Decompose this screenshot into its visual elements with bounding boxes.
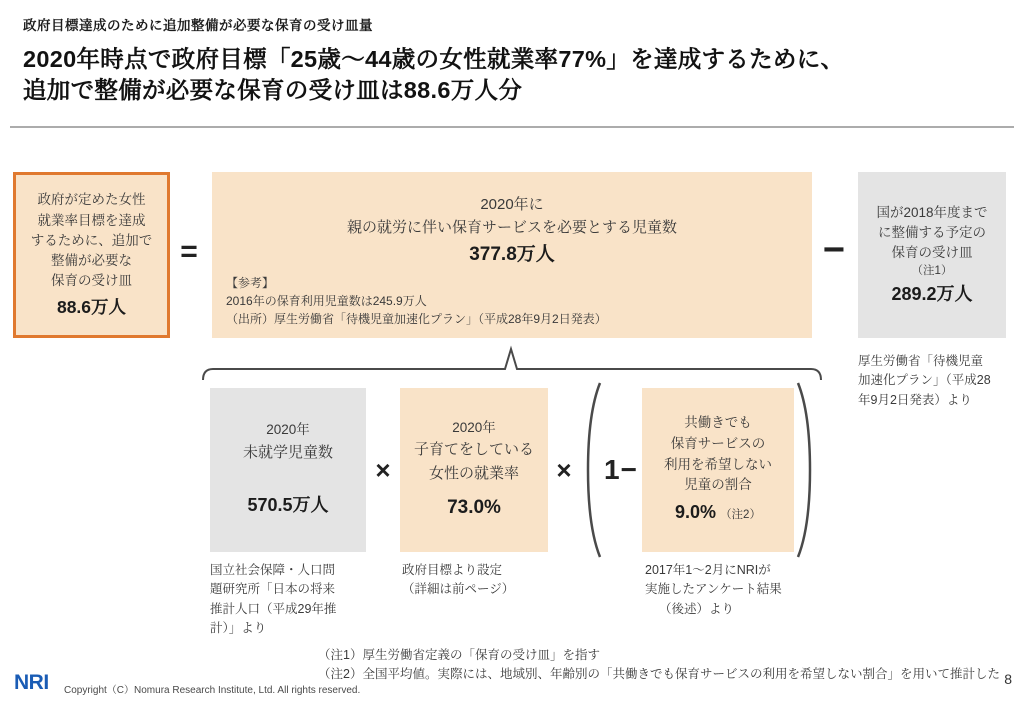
planned-box	[858, 172, 1006, 338]
factor2-value: 73.0%	[447, 496, 501, 518]
factor3-box	[642, 388, 794, 552]
demand-ref-line: 2016年の保育利用児童数は245.9万人	[226, 294, 427, 308]
demand-main	[212, 172, 812, 269]
close-paren	[795, 381, 815, 559]
factor1-source-line: 国立社会保障・人口問	[210, 563, 336, 577]
title-divider	[10, 126, 1014, 128]
factor1-line: 未就学児童数	[242, 443, 333, 461]
minus-sign: −	[822, 228, 846, 271]
planned-note-ref: （注1）	[911, 265, 953, 278]
planned-source-line: 年9月2日発表）より	[858, 392, 972, 407]
planned-value: 289.2万人	[891, 283, 973, 304]
factor3-source-line: 実施したアンケート結果	[645, 582, 782, 597]
factor3-source	[645, 561, 823, 619]
factor1-source-line: 題研究所「日本の将来	[210, 582, 336, 597]
result-line: 就業率目標を達成	[37, 212, 146, 228]
factor1-source-line: 計）」より	[210, 621, 267, 636]
factor1-line: 2020年	[266, 421, 310, 437]
times-sign-1: ×	[375, 454, 391, 485]
planned-source-line: 加速化プラン」（平成28	[858, 373, 991, 388]
page-title	[23, 44, 844, 107]
factor2-source-line: 政府目標より設定	[402, 563, 503, 577]
result-line: 整備が必要な	[51, 253, 132, 268]
page-number: 8	[1004, 671, 1012, 687]
result-box	[13, 172, 170, 338]
planned-line: に整備する予定の	[878, 224, 986, 240]
factor3-note-ref: （注2）	[720, 509, 761, 522]
demand-value: 377.8万人	[469, 243, 555, 265]
demand-line: 親の就労に伴い保育サービスを必要とする児童数	[346, 219, 677, 237]
nri-logo: NRI	[14, 671, 49, 694]
factor3-value-row	[675, 499, 761, 527]
factor2-line: 子育てをしている	[413, 441, 534, 459]
brace-connector	[202, 342, 822, 382]
factor3-source-line: 2017年1～2月にNRIが	[645, 563, 771, 577]
factor2-box	[400, 388, 548, 552]
demand-line: 2020年に	[480, 196, 544, 213]
footnote-2: （注2）全国平均値。実際には、地域別、年齢別の「共働きでも保育サービスの利用を希望しない割合」を用いて推計した	[318, 667, 1000, 682]
result-line: するために、追加で	[30, 232, 153, 248]
planned-line: 国が2018年度まで	[876, 204, 988, 220]
factor3-line: 共働きでも	[684, 414, 752, 430]
factor1-source	[210, 561, 382, 639]
planned-line: 保育の受け皿	[891, 245, 973, 260]
factor3-source-line: （後述）より	[659, 601, 735, 616]
factor3-line: 保育サービスの	[670, 435, 766, 451]
factor3-line: 児童の割合	[684, 477, 752, 493]
footnote-1: （注1）厚生労働省定義の「保育の受け皿」を指す	[318, 648, 600, 662]
demand-ref-line: （出所）厚生労働省「待機児童加速化プラン」（平成28年9月2日発表）	[226, 312, 607, 326]
title-line-1: 2020年時点で政府目標「25歳～44歳の女性就業率77%」を達成するために、	[23, 46, 845, 72]
demand-reference	[226, 274, 607, 328]
demand-box	[212, 172, 812, 338]
factor2-line: 2020年	[452, 419, 496, 435]
copyright-text: Copyright（C）Nomura Research Institute, Ltd. All rights reserved.	[64, 685, 361, 696]
equals-sign: =	[180, 235, 198, 268]
factor1-value: 570.5万人	[247, 495, 329, 516]
planned-source	[858, 352, 1022, 410]
factor2-line: 女性の就業率	[428, 464, 519, 482]
factor3-value: 9.0%	[675, 502, 717, 523]
result-line: 政府が定めた女性	[37, 192, 146, 208]
result-value: 88.6万人	[56, 296, 127, 317]
times-sign-2: ×	[556, 454, 572, 485]
kicker: 政府目標達成のために追加整備が必要な保育の受け皿量	[23, 18, 373, 33]
title-line-2: 追加で整備が必要な保育の受け皿は88.6万人分	[23, 77, 523, 104]
factor1-box	[210, 388, 366, 552]
factor1-source-line: 推計人口（平成29年推	[210, 601, 337, 616]
one-minus-sign: 1−	[604, 454, 638, 485]
factor2-source-line: （詳細は前ページ）	[402, 582, 515, 597]
result-box-text	[31, 190, 153, 320]
footnotes	[318, 646, 1000, 685]
planned-source-line: 厚生労働省「待機児童	[858, 354, 984, 368]
factor3-line: 利用を希望しない	[664, 456, 772, 472]
result-line: 保育の受け皿	[51, 273, 132, 289]
factor2-source	[402, 561, 562, 600]
demand-ref-line: 【参考】	[226, 276, 275, 290]
